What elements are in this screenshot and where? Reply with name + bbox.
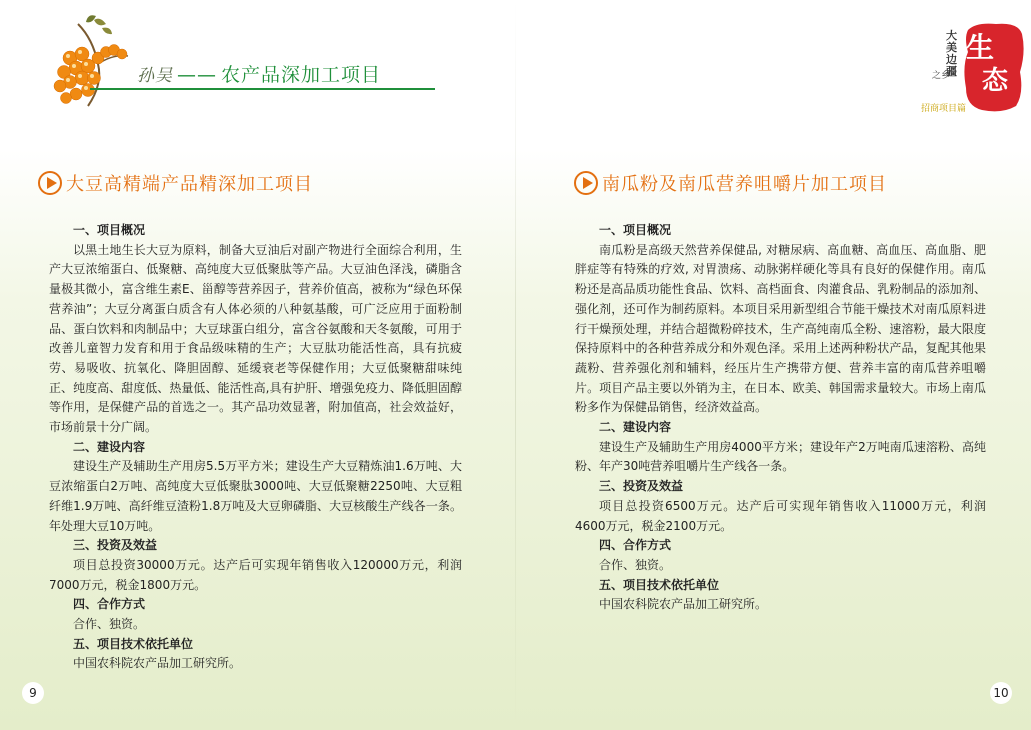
right-heading-3: 三、投资及效益: [599, 479, 684, 494]
right-section-title: [574, 168, 887, 198]
right-body: [575, 221, 986, 615]
seal-char-2: 态: [982, 66, 1009, 96]
left-heading-3: 三、投资及效益: [73, 538, 158, 553]
brand-vertical-text: 大美边疆: [946, 29, 957, 78]
left-paragraph-5: 中国农科院农产品加工研究所。: [73, 656, 242, 671]
left-paragraph-1: 以黑土地生长大豆为原料，制备大豆油后对副产物进行全面综合利用，生产大豆浓缩蛋白、低聚糖、高纯度大豆低聚肽等产品。大豆油色泽浅，磷脂含量极其微小，富含维生素E、甾醇等营养因子，营养价值高，被称为“绿色环保营养油”；大豆分离蛋白质含有人体必须的八种氨基酸，可广泛应用于面粉制品、蛋白饮料和肉制品中；大豆球蛋白组分，富含谷氨酸和天冬氨酸，可用于改善儿童智力发育和用于食品级味精的生产；大豆肽功能活性高，具有抗疲劳、易吸收、抗氧化、降胆固醇、延缓衰老等保健作用；大豆低聚糖甜味纯正、纯度高、甜度低、热量低、能活性高,具有护肝、增强免疫力、降低胆固醇等作用，是保健产品的首选之一。其产品功效显著，附加值高，社会效益好，市场前景十分广阔。: [49, 242, 462, 435]
left-heading-4: 四、合作方式: [73, 597, 146, 612]
right-paragraph-1: 南瓜粉是高级天然营养保健品, 对糖尿病、高血糖、高血压、高血脂、肥胖症等有特殊的疗效, 对胃溃疡、动脉粥样硬化等具有良好的保健作用。南瓜粉还是高品质功能性食品、饮料、高档面食、肉灌食品、乳粉制品的添加剂、强化剂，还可作为制药原料。本项目采用新型组合节能干燥技术对南瓜原料进行干燥预处理，并结合超微粉碎技术，生产高纯南瓜全粉、速溶粉，最大限度保持原料中的各种营养成分和外观色泽。采用上述两种粉状产品，复配其他果蔬粉、营养强化剂和辅料，经压片生产携带方便、营养丰富的南瓜营养咀嚼片。项目产品主要以外销为主，在日本、欧美、韩国需求量较大。市场上南瓜粉多作为保健品销售，经济效益高。: [575, 242, 986, 415]
right-paragraph-4: 合作、独资。: [599, 557, 672, 572]
page-number-right: 10: [990, 682, 1012, 704]
brand-tag: 招商项目篇: [921, 104, 967, 114]
page-spine: [515, 0, 516, 730]
right-heading-2: 二、建设内容: [599, 420, 672, 435]
right-section-title-text: 南瓜粉及南瓜营养咀嚼片加工项目: [602, 174, 887, 195]
left-heading-1: 一、项目概况: [73, 223, 146, 237]
header-underline: [90, 88, 435, 90]
left-body: [49, 221, 462, 674]
left-heading-5: 五、项目技术依托单位: [73, 636, 194, 651]
right-heading-5: 五、项目技术依托单位: [599, 577, 720, 592]
left-heading-2: 二、建设内容: [73, 439, 146, 454]
seal-char-1: 生: [966, 31, 995, 64]
right-heading-1: 一、项目概况: [599, 223, 672, 237]
header-script-text: 孙吴: [137, 66, 173, 86]
sea-buckthorn-illustration: [48, 14, 148, 110]
right-paragraph-5: 中国农科院农产品加工研究所。: [599, 597, 768, 612]
header-title-text: 农产品深加工项目: [221, 64, 382, 86]
left-paragraph-4: 合作、独资。: [73, 617, 146, 632]
right-heading-4: 四、合作方式: [599, 538, 672, 553]
left-paragraph-2: 建设生产及辅助生产用房5.5万平方米；建设生产大豆精炼油1.6万吨、大豆浓缩蛋白2万吨、高纯度大豆低聚肽3000吨、大豆低聚糖2250吨、大豆粗纤维1.9万吨、高纤维豆渣粉1.8万吨及大豆卵磷脂、大豆核酸生产线各一条。年处理大豆10万吨。: [49, 459, 462, 533]
play-circle-icon: [574, 171, 598, 195]
left-section-title: [38, 168, 313, 198]
right-paragraph-2: 建设生产及辅助生产用房4000平方米；建设年产2万吨南瓜速溶粉、高纯粉、年产30吨营养咀嚼片生产线各一条。: [575, 439, 986, 474]
header-dash: ——: [177, 64, 217, 86]
brand-sub-text: 之乡: [932, 71, 951, 81]
right-paragraph-3: 项目总投资6500万元。达产后可实现年销售收入11000万元，利润4600万元，税金2100万元。: [575, 498, 986, 533]
left-paragraph-3: 项目总投资30000万元。达产后可实现年销售收入120000万元，利润7000万元，税金1800万元。: [49, 557, 462, 592]
left-section-title-text: 大豆高精端产品精深加工项目: [66, 174, 313, 195]
page-number-left: 9: [22, 682, 44, 704]
header-title: [137, 60, 381, 87]
play-circle-icon: [38, 171, 62, 195]
